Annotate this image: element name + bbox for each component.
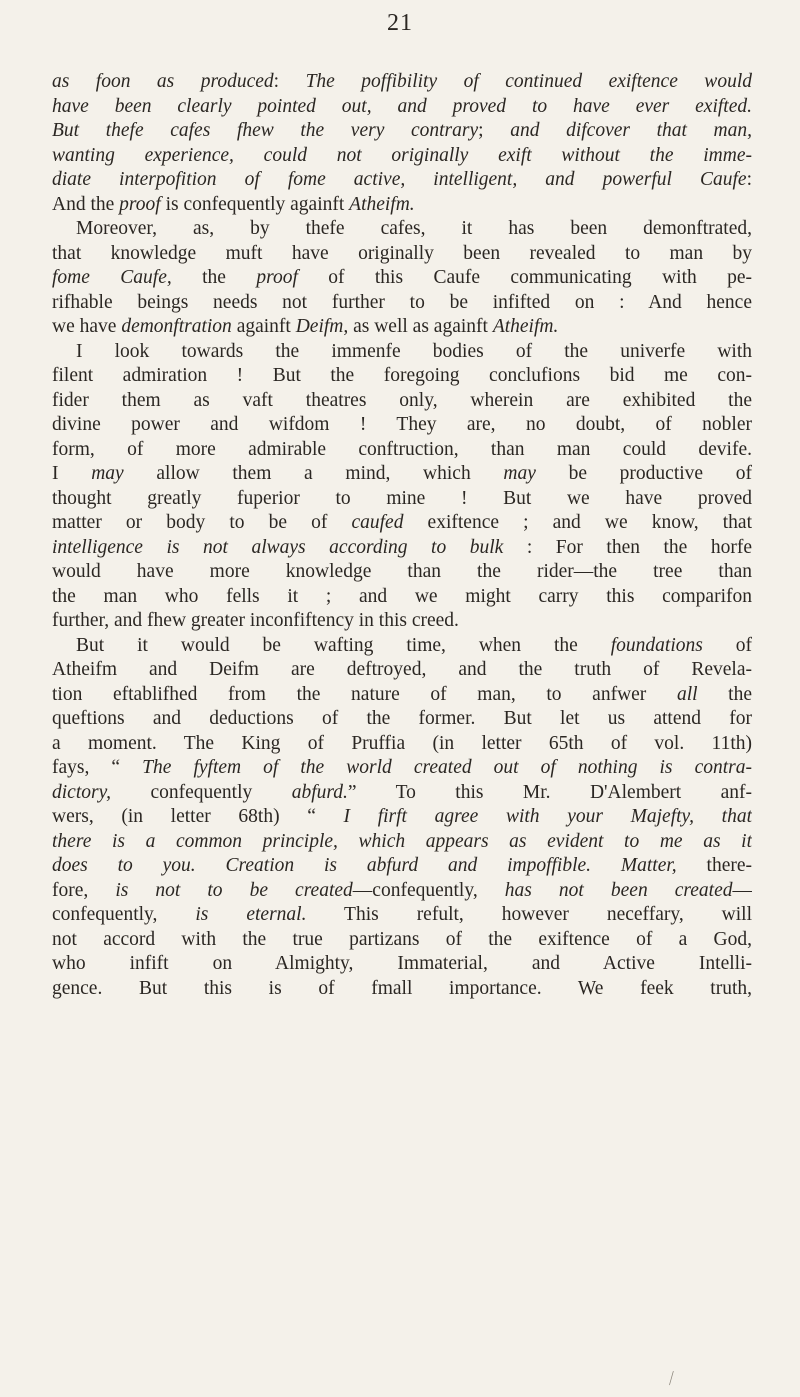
text-segment: queftions and deductions of the former. But let us attend for [52,708,752,729]
italic-text: But thefe cafes fhew the very contrary [52,120,479,141]
italic-text: caufed [351,512,404,533]
text-segment: of [702,634,752,656]
text-segment: fider them as vaft theatres only, wherein are exhibited the [52,389,752,411]
italic-text: Atheifm. [349,193,415,215]
italic-text: fome Caufe, [52,267,172,288]
text-line [52,903,752,928]
text-segment: : For then the horfe [503,536,752,558]
italic-text: I firft agree with your Majefty, that [343,806,752,827]
text-line [52,879,752,904]
text-line [52,634,752,659]
text-segment: tion eftablifhed from the nature of man, to anfwer [52,683,677,705]
text-segment: confequently [111,781,292,803]
text-line [52,707,752,732]
text-line [52,438,752,463]
text-segment: wers, (in letter 68th) “ [52,806,344,827]
text-line [52,560,752,585]
text-segment: : [746,169,752,190]
text-segment: And the [52,193,120,215]
text-segment: exiftence ; and we know, that [403,512,752,533]
text-segment: : [273,71,306,92]
text-segment: Moreover, as, by thefe cafes, it has been demonftrated, [76,218,752,239]
text-segment: But it would be wafting time, when the [76,634,611,656]
text-line [52,193,752,218]
text-segment: ” To this Mr. D'Alembert anf- [347,781,752,803]
text-line [52,952,752,977]
text-line [52,732,752,757]
text-line [52,389,752,414]
italic-text: demonftration [121,316,232,337]
italic-text: there is a common principle, which appears as evident to me as it [52,830,752,852]
text-segment: allow them a mind, which [123,463,504,484]
text-segment: fore, [52,879,116,901]
text-segment: divine power and wifdom ! They are, no doubt, of nobler [52,414,752,435]
text-segment: ; [478,120,511,141]
italic-text: The fyftem of the world created out of nothing is contra- [142,757,752,778]
text-segment: I look towards the immenfe bodies of the univerfe with [76,340,752,362]
text-segment: not accord with the true partizans of the exiftence of a God, [52,928,752,950]
text-segment: who infift on Almighty, Immaterial, and Active Intelli- [52,953,752,974]
text-line [52,340,752,365]
italic-text: is not to be created [115,879,353,901]
italic-text: is eternal. [195,904,307,925]
italic-text: The poffibility of continued exiftence would [305,71,752,92]
text-segment: of this Caufe communicating with pe- [297,267,752,288]
text-segment: — [732,879,752,901]
text-line [52,315,752,340]
italic-text: as foon as produced [52,71,274,92]
text-line [52,683,752,708]
text-line [52,487,752,512]
text-segment: matter or body to be of [52,512,352,533]
text-segment: —confequently, [352,879,505,901]
text-line [52,609,752,634]
italic-text: Atheifm. [492,316,559,337]
text-line [52,217,752,242]
text-segment: the man who fells it ; and we might carry this comparifon [52,585,752,607]
text-segment: filent admiration ! But the foregoing conclufions bid me con- [52,365,752,386]
italic-text: may [91,463,124,484]
italic-text: diate interpofition of fome active, intelligent, and powerful Caufe [52,169,747,190]
italic-text: and difcover that man, [510,120,752,141]
text-line [52,756,752,781]
text-segment: Atheifm and Deifm are deftroyed, and the truth of Revela- [52,659,752,680]
italic-text: may [503,463,536,484]
text-line [52,291,752,316]
text-line [52,511,752,536]
text-segment: is confequently againft [160,193,350,215]
text-line [52,144,752,169]
italic-text: all [676,683,698,705]
italic-text: intelligence is not always according to bulk [52,536,504,558]
italic-text: abfurd. [291,781,348,803]
text-line [52,977,752,1002]
italic-text: does to you. Creation is abfurd and impoffible. Matter, [52,855,677,876]
pencil-mark-icon: ⁄ [666,1368,677,1388]
italic-text: foundations [610,634,703,656]
text-line [52,830,752,855]
text-segment: would have more knowledge than the rider—the tree than [52,561,752,582]
text-segment: that knowledge muft have originally been revealed to man by [52,242,752,264]
text-line [52,95,752,120]
text-segment: further, and fhew greater inconfiftency in this creed. [52,610,459,631]
text-segment: there- [676,855,752,876]
text-line [52,242,752,267]
text-segment: fays, “ [52,757,143,778]
text-segment: the [697,683,752,705]
italic-text: proof [256,267,298,288]
text-segment: a moment. The King of Pruffia (in letter 65th of vol. 11th) [52,732,752,754]
text-segment: This refult, however neceffary, will [306,904,752,925]
body-text [52,70,752,1001]
text-line [52,658,752,683]
text-line [52,805,752,830]
italic-text: Deifm, [295,316,349,337]
text-line [52,781,752,806]
italic-text: dictory, [52,781,112,803]
text-segment: confequently, [52,904,196,925]
text-line [52,364,752,389]
text-segment: rifhable beings needs not further to be infifted on : And hence [52,291,752,313]
italic-text: have been clearly pointed out, and proved to have ever exifted. [52,95,752,117]
text-segment: form, of more admirable conftruction, than man could devife. [52,438,752,460]
text-line [52,70,752,95]
text-segment: againft [231,316,296,337]
text-line [52,585,752,610]
text-line [52,462,752,487]
text-segment: thought greatly fuperior to mine ! But we have proved [52,487,752,509]
text-segment: we have [52,316,122,337]
text-segment: be productive of [535,463,752,484]
text-line [52,413,752,438]
text-segment: I [52,463,92,484]
text-line [52,854,752,879]
text-line [52,536,752,561]
text-line [52,119,752,144]
text-line [52,928,752,953]
italic-text: has not been created [504,879,733,901]
text-line [52,168,752,193]
text-segment: as well as againft [348,316,493,337]
text-segment: the [171,267,257,288]
text-line [52,266,752,291]
italic-text: wanting experience, could not originally exift without the imme- [52,144,752,166]
italic-text: proof [119,193,161,215]
text-segment: gence. But this is of fmall importance. We feek truth, [52,977,752,999]
page-number: 21 [387,10,413,36]
